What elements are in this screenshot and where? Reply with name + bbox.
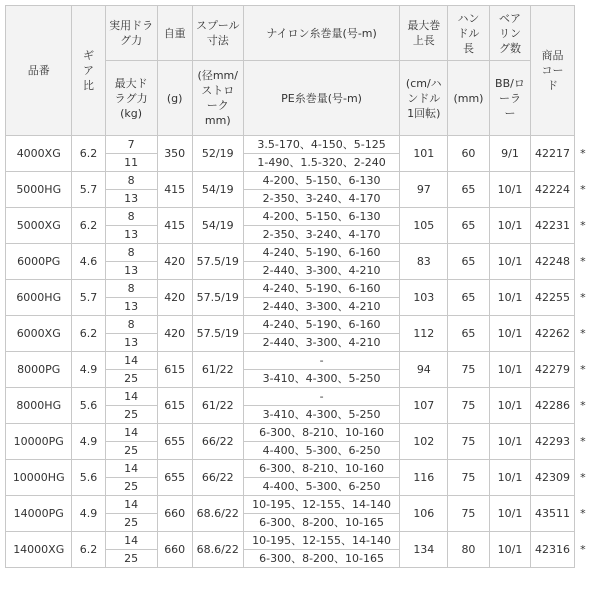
- header-bearing: ベアリング数: [489, 6, 531, 61]
- handle-cell: 65: [448, 316, 490, 352]
- gear-ratio-cell: 4.9: [72, 424, 105, 460]
- pe-cell: 4-400、5-300、6-250: [243, 478, 400, 496]
- gear-ratio-cell: 5.7: [72, 172, 105, 208]
- bearing-cell: 10/1: [489, 316, 531, 352]
- pe-cell: 2-350、3-240、4-170: [243, 190, 400, 208]
- bearing-cell: 10/1: [489, 424, 531, 460]
- handle-cell: 75: [448, 460, 490, 496]
- note-mark: *: [574, 172, 591, 208]
- bearing-cell: 10/1: [489, 280, 531, 316]
- model-cell: 8000HG: [6, 388, 72, 424]
- handle-cell: 60: [448, 136, 490, 172]
- bearing-cell: 10/1: [489, 244, 531, 280]
- note-mark: *: [574, 208, 591, 244]
- practical-drag-cell: 8: [105, 280, 157, 298]
- spec-table-body: [6, 136, 592, 568]
- weight-cell: 420: [157, 244, 192, 280]
- practical-drag-cell: 14: [105, 388, 157, 406]
- note-mark: *: [574, 460, 591, 496]
- gear-ratio-cell: 5.6: [72, 460, 105, 496]
- table-row: [6, 244, 592, 262]
- pe-cell: 1-490、1.5-320、2-240: [243, 154, 400, 172]
- weight-cell: 615: [157, 388, 192, 424]
- table-row: [6, 388, 592, 406]
- code-cell: 42309: [531, 460, 575, 496]
- bearing-cell: 10/1: [489, 208, 531, 244]
- pe-cell: 3-410、4-300、5-250: [243, 370, 400, 388]
- code-cell: 42286: [531, 388, 575, 424]
- practical-drag-cell: 14: [105, 352, 157, 370]
- practical-drag-cell: 8: [105, 208, 157, 226]
- model-cell: 4000XG: [6, 136, 72, 172]
- max-retrieve-cell: 134: [400, 532, 448, 568]
- code-cell: 42224: [531, 172, 575, 208]
- spool-cell: 68.6/22: [192, 496, 243, 532]
- practical-drag-cell: 14: [105, 424, 157, 442]
- gear-ratio-cell: 5.7: [72, 280, 105, 316]
- header-pe: PE糸巻量(号-m): [243, 61, 400, 136]
- max-drag-cell: 13: [105, 298, 157, 316]
- weight-cell: 655: [157, 424, 192, 460]
- practical-drag-cell: 8: [105, 316, 157, 334]
- nylon-cell: 6-300、8-210、10-160: [243, 460, 400, 478]
- max-drag-cell: 25: [105, 550, 157, 568]
- pe-cell: 6-300、8-200、10-165: [243, 550, 400, 568]
- max-retrieve-cell: 101: [400, 136, 448, 172]
- handle-cell: 65: [448, 172, 490, 208]
- nylon-cell: 6-300、8-210、10-160: [243, 424, 400, 442]
- practical-drag-cell: 14: [105, 460, 157, 478]
- weight-cell: 350: [157, 136, 192, 172]
- handle-cell: 75: [448, 496, 490, 532]
- nylon-cell: -: [243, 352, 400, 370]
- max-drag-cell: 13: [105, 226, 157, 244]
- spool-cell: 61/22: [192, 388, 243, 424]
- code-cell: 42231: [531, 208, 575, 244]
- weight-cell: 655: [157, 460, 192, 496]
- spool-cell: 66/22: [192, 460, 243, 496]
- pe-cell: 2-440、3-300、4-210: [243, 334, 400, 352]
- max-retrieve-cell: 102: [400, 424, 448, 460]
- table-row: [6, 496, 592, 514]
- max-drag-cell: 25: [105, 478, 157, 496]
- table-row: [6, 208, 592, 226]
- bearing-cell: 10/1: [489, 388, 531, 424]
- weight-cell: 415: [157, 172, 192, 208]
- header-practical-drag: 実用ドラグ力: [105, 6, 157, 61]
- max-retrieve-cell: 107: [400, 388, 448, 424]
- handle-cell: 65: [448, 280, 490, 316]
- gear-ratio-cell: 4.9: [72, 352, 105, 388]
- bearing-cell: 10/1: [489, 172, 531, 208]
- code-cell: 42316: [531, 532, 575, 568]
- gear-ratio-cell: 6.2: [72, 532, 105, 568]
- spool-cell: 57.5/19: [192, 244, 243, 280]
- header-spool-unit: (径mm/ストロークmm): [192, 61, 243, 136]
- handle-cell: 80: [448, 532, 490, 568]
- table-row: [6, 352, 592, 370]
- pe-cell: 3-410、4-300、5-250: [243, 406, 400, 424]
- max-retrieve-cell: 83: [400, 244, 448, 280]
- note-mark: *: [574, 280, 591, 316]
- handle-cell: 65: [448, 244, 490, 280]
- max-drag-cell: 25: [105, 406, 157, 424]
- max-retrieve-cell: 103: [400, 280, 448, 316]
- header-model: 品番: [6, 6, 72, 136]
- bearing-cell: 10/1: [489, 460, 531, 496]
- weight-cell: 615: [157, 352, 192, 388]
- note-mark: *: [574, 316, 591, 352]
- header-max-drag: 最大ドラグ力(kg): [105, 61, 157, 136]
- practical-drag-cell: 7: [105, 136, 157, 154]
- pe-cell: 4-400、5-300、6-250: [243, 442, 400, 460]
- max-retrieve-cell: 116: [400, 460, 448, 496]
- gear-ratio-cell: 5.6: [72, 388, 105, 424]
- reel-spec-table: [5, 5, 591, 568]
- weight-cell: 420: [157, 280, 192, 316]
- model-cell: 10000PG: [6, 424, 72, 460]
- max-retrieve-cell: 97: [400, 172, 448, 208]
- model-cell: 5000HG: [6, 172, 72, 208]
- header-spool: スプール寸法: [192, 6, 243, 61]
- note-mark: *: [574, 532, 591, 568]
- gear-ratio-cell: 4.6: [72, 244, 105, 280]
- nylon-cell: 3.5-170、4-150、5-125: [243, 136, 400, 154]
- table-row: [6, 316, 592, 334]
- header-bearing-unit: BB/ローラー: [489, 61, 531, 136]
- header-weight: 自重: [157, 6, 192, 61]
- header-gear-ratio: ギア比: [72, 6, 105, 136]
- nylon-cell: 4-240、5-190、6-160: [243, 280, 400, 298]
- spool-cell: 61/22: [192, 352, 243, 388]
- nylon-cell: 4-240、5-190、6-160: [243, 244, 400, 262]
- header-code: 商品コード: [531, 6, 575, 136]
- max-retrieve-cell: 94: [400, 352, 448, 388]
- max-retrieve-cell: 106: [400, 496, 448, 532]
- header-weight-unit: (g): [157, 61, 192, 136]
- code-cell: 42293: [531, 424, 575, 460]
- weight-cell: 415: [157, 208, 192, 244]
- model-cell: 6000PG: [6, 244, 72, 280]
- practical-drag-cell: 14: [105, 532, 157, 550]
- pe-cell: 2-440、3-300、4-210: [243, 262, 400, 280]
- weight-cell: 420: [157, 316, 192, 352]
- note-mark: *: [574, 496, 591, 532]
- max-drag-cell: 25: [105, 442, 157, 460]
- spool-cell: 66/22: [192, 424, 243, 460]
- header-handle-unit: (mm): [448, 61, 490, 136]
- code-cell: 42279: [531, 352, 575, 388]
- spool-cell: 57.5/19: [192, 280, 243, 316]
- note-mark: *: [574, 352, 591, 388]
- nylon-cell: 10-195、12-155、14-140: [243, 532, 400, 550]
- pe-cell: 6-300、8-200、10-165: [243, 514, 400, 532]
- model-cell: 5000XG: [6, 208, 72, 244]
- model-cell: 14000PG: [6, 496, 72, 532]
- table-row: [6, 532, 592, 550]
- header-retrieve-unit: (cm/ハンドル1回転): [400, 61, 448, 136]
- practical-drag-cell: 8: [105, 244, 157, 262]
- note-mark: *: [574, 388, 591, 424]
- practical-drag-cell: 8: [105, 172, 157, 190]
- gear-ratio-cell: 6.2: [72, 208, 105, 244]
- practical-drag-cell: 14: [105, 496, 157, 514]
- spool-cell: 54/19: [192, 172, 243, 208]
- max-drag-cell: 25: [105, 514, 157, 532]
- note-mark: *: [574, 244, 591, 280]
- bearing-cell: 9/1: [489, 136, 531, 172]
- gear-ratio-cell: 4.9: [72, 496, 105, 532]
- nylon-cell: 10-195、12-155、14-140: [243, 496, 400, 514]
- note-mark: *: [574, 136, 591, 172]
- handle-cell: 65: [448, 208, 490, 244]
- table-row: [6, 172, 592, 190]
- code-cell: 42262: [531, 316, 575, 352]
- handle-cell: 75: [448, 424, 490, 460]
- nylon-cell: -: [243, 388, 400, 406]
- max-drag-cell: 13: [105, 262, 157, 280]
- bearing-cell: 10/1: [489, 532, 531, 568]
- weight-cell: 660: [157, 496, 192, 532]
- header-handle: ハンドル長: [448, 6, 490, 61]
- code-cell: 42255: [531, 280, 575, 316]
- nylon-cell: 4-200、5-150、6-130: [243, 208, 400, 226]
- model-cell: 6000XG: [6, 316, 72, 352]
- weight-cell: 660: [157, 532, 192, 568]
- model-cell: 6000HG: [6, 280, 72, 316]
- max-drag-cell: 13: [105, 334, 157, 352]
- header-nylon: ナイロン糸巻量(号-m): [243, 6, 400, 61]
- code-cell: 42217: [531, 136, 575, 172]
- pe-cell: 2-440、3-300、4-210: [243, 298, 400, 316]
- model-cell: 10000HG: [6, 460, 72, 496]
- max-drag-cell: 25: [105, 370, 157, 388]
- handle-cell: 75: [448, 352, 490, 388]
- pe-cell: 2-350、3-240、4-170: [243, 226, 400, 244]
- max-retrieve-cell: 112: [400, 316, 448, 352]
- spool-cell: 68.6/22: [192, 532, 243, 568]
- code-cell: 42248: [531, 244, 575, 280]
- spool-cell: 57.5/19: [192, 316, 243, 352]
- max-drag-cell: 13: [105, 190, 157, 208]
- table-row: [6, 280, 592, 298]
- table-row: [6, 460, 592, 478]
- table-row: [6, 424, 592, 442]
- table-row: [6, 136, 592, 154]
- bearing-cell: 10/1: [489, 352, 531, 388]
- spool-cell: 52/19: [192, 136, 243, 172]
- model-cell: 8000PG: [6, 352, 72, 388]
- bearing-cell: 10/1: [489, 496, 531, 532]
- max-retrieve-cell: 105: [400, 208, 448, 244]
- gear-ratio-cell: 6.2: [72, 316, 105, 352]
- gear-ratio-cell: 6.2: [72, 136, 105, 172]
- nylon-cell: 4-240、5-190、6-160: [243, 316, 400, 334]
- note-mark: *: [574, 424, 591, 460]
- handle-cell: 75: [448, 388, 490, 424]
- header-max-retrieve: 最大巻上長: [400, 6, 448, 61]
- model-cell: 14000XG: [6, 532, 72, 568]
- spec-table-container: [5, 5, 591, 568]
- code-cell: 43511: [531, 496, 575, 532]
- max-drag-cell: 11: [105, 154, 157, 172]
- spool-cell: 54/19: [192, 208, 243, 244]
- nylon-cell: 4-200、5-150、6-130: [243, 172, 400, 190]
